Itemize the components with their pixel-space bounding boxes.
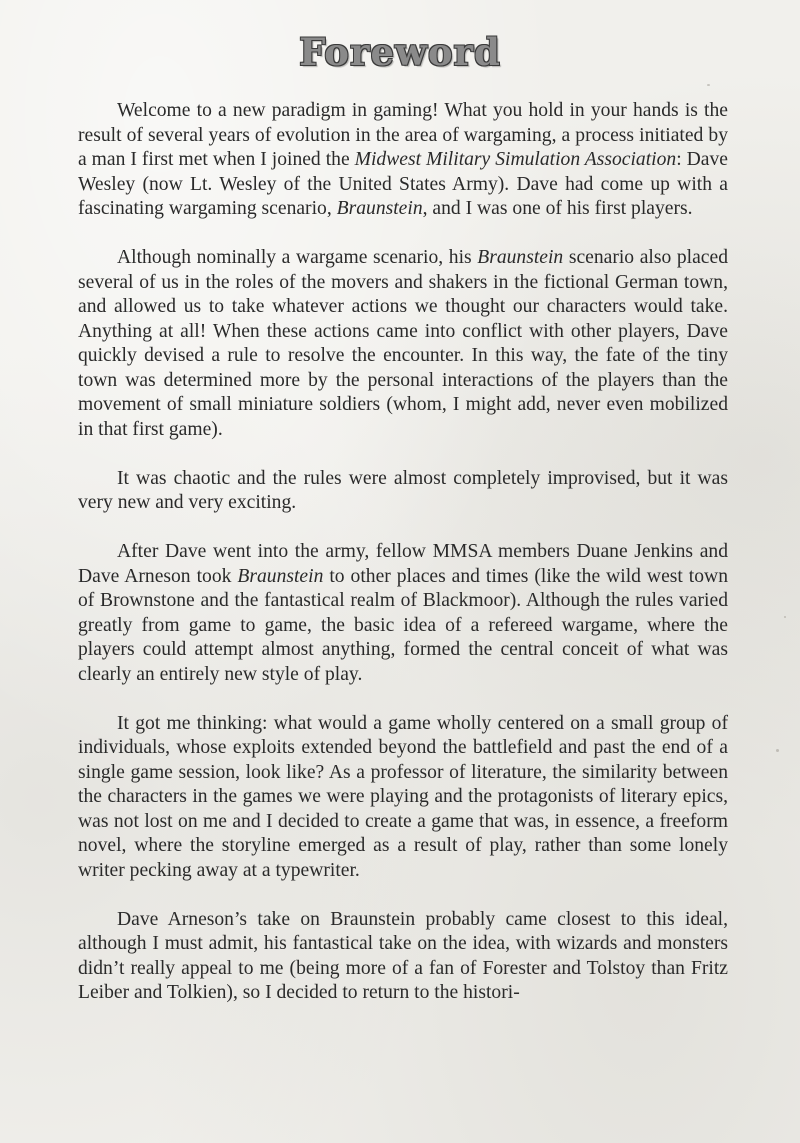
text-run: After Dave went into the army, fellow MMSA members Duane Jenkins and Dave Arneson took	[78, 541, 728, 587]
paragraph	[78, 908, 728, 1006]
italic-text-run: Midwest Military Simulation Association	[354, 149, 677, 170]
italic-text-run: Braunstein	[477, 247, 564, 268]
paper-speck	[776, 749, 779, 752]
paragraph	[78, 99, 728, 222]
italic-text-run: Braunstein	[336, 198, 423, 219]
text-run: Dave Arneson’s take on Braunstein probably came closest to this ideal, although I must admit, his fantastical take on the idea, with wizards and monsters didn’t really appeal to me (being more of a fan of Forester and Tolstoy than Fritz Leiber and Tolkien), so I decided to return to the histori-	[78, 908, 728, 1003]
page-title: Foreword	[299, 30, 501, 74]
paragraph	[78, 540, 728, 687]
text-run: : Dave Wesley (now Lt. Wesley of the United States Army). Dave had come up with a fascinating wargaming scenario,	[78, 149, 728, 219]
text-run: It got me thinking: what would a game wholly centered on a small group of individuals, whose exploits extended beyond the battlefield and past the end of a single game session, look like? As a professor of literature, the similarity between the characters in the games we were playing and the protagonists of literary epics, was not lost on me and I decided to create a game that was, in essence, a freeform novel, where the storyline emerged as a result of play, rather than some lonely writer pecking away at a typewriter.	[78, 712, 728, 881]
text-run: to other places and times (like the wild west town of Brownstone and the fantastical realm of Blackmoor). Although the rules varied greatly from game to game, the basic idea of a refereed wargame, where the players could attempt almost anything, formed the central conceit of what was clearly an entirely new style of play.	[78, 565, 728, 685]
text-run: scenario also placed several of us in the roles of the movers and shakers in the fictional German town, and allowed us to take whatever actions we thought our characters would take. Anything at all! When these actions came into conflict with other players, Dave quickly devised a rule to resolve the encounter. In this way, the fate of the tiny town was determined more by the personal interactions of the players than the movement of small miniature soldiers (whom, I might add, never even mobilized in that first game).	[78, 247, 728, 440]
paragraph	[78, 712, 728, 884]
text-run: It was chaotic and the rules were almost completely improvised, but it was very new and very exciting.	[78, 467, 728, 513]
paragraph	[78, 246, 728, 442]
italic-text-run: Braunstein	[237, 565, 324, 587]
paper-speck	[784, 616, 786, 618]
paragraph	[78, 467, 728, 516]
text-run: , and I was one of his first players.	[422, 198, 693, 219]
paper-speck	[707, 84, 710, 86]
text-run: Although nominally a wargame scenario, his	[117, 247, 478, 268]
foreword-body	[78, 99, 728, 1006]
text-run: Welcome to a new paradigm in gaming! What you hold in your hands is the result of several years of evolution in the area of wargaming, a process initiated by a man I first met when I joined the	[78, 100, 728, 170]
